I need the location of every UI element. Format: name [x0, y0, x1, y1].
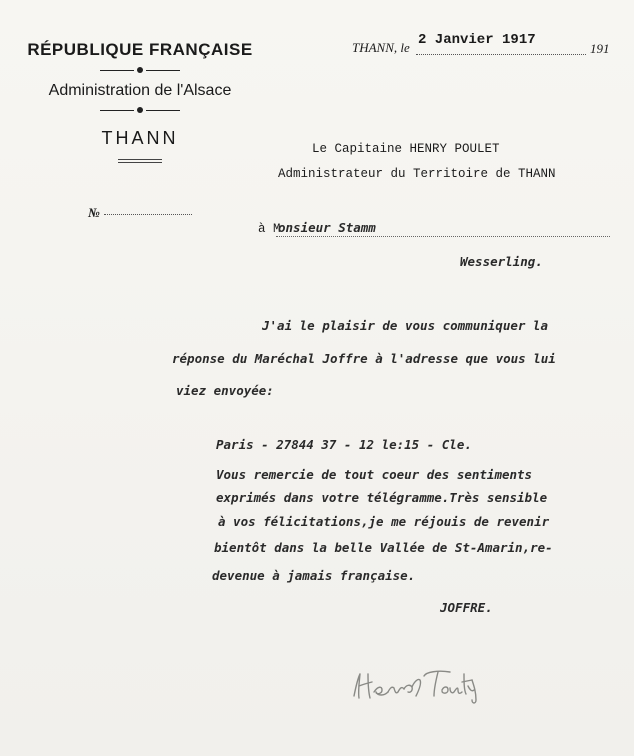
body-line: J'ai le plaisir de vous communiquer la	[262, 318, 548, 333]
number-label: №	[88, 205, 100, 220]
office-heading: THANN	[101, 128, 179, 148]
recipient-place: Wesserling.	[460, 254, 543, 269]
telegram-line: Paris - 27844 37 - 12 le:15 - Cle.	[216, 437, 472, 452]
administration-heading: Administration de l'Alsace	[48, 82, 232, 99]
telegram-line: Vous remercie de tout coeur des sentiments	[216, 467, 533, 482]
ornament-divider-icon	[100, 106, 180, 114]
telegram-signoff: JOFFRE.	[440, 600, 493, 615]
recipient-name: onsieur Stamm	[278, 220, 376, 235]
ornament-divider-icon	[100, 66, 180, 74]
signature-icon	[346, 662, 516, 708]
telegram-line: devenue à jamais française.	[212, 568, 416, 583]
number-blank-line	[104, 214, 192, 215]
letterhead	[20, 40, 260, 163]
recipient-prefix: à M	[258, 222, 281, 236]
sender-name: Le Capitaine HENRY POULET	[312, 142, 500, 156]
body-line: réponse du Maréchal Joffre à l'adresse que vous lui	[172, 351, 556, 366]
telegram-line: à vos félicitations,je me réjouis de revenir	[218, 514, 550, 529]
date-filled: 2 Janvier 1917	[418, 32, 536, 48]
date-blank-line	[416, 54, 586, 55]
recipient-blank-line	[276, 236, 610, 237]
dateline	[352, 32, 614, 60]
date-year-prefix: 191	[590, 41, 610, 56]
sender-title: Administrateur du Territoire de THANN	[278, 167, 556, 181]
date-place: THANN, le	[352, 40, 410, 55]
double-rule	[118, 159, 162, 163]
body-line: viez envoyée:	[176, 383, 274, 398]
telegram-line: exprimés dans votre télégramme.Très sensible	[216, 490, 548, 505]
republic-heading: RÉPUBLIQUE FRANÇAISE	[27, 40, 253, 59]
telegram-line: bientôt dans la belle Vallée de St-Amarin,re-	[214, 540, 553, 555]
